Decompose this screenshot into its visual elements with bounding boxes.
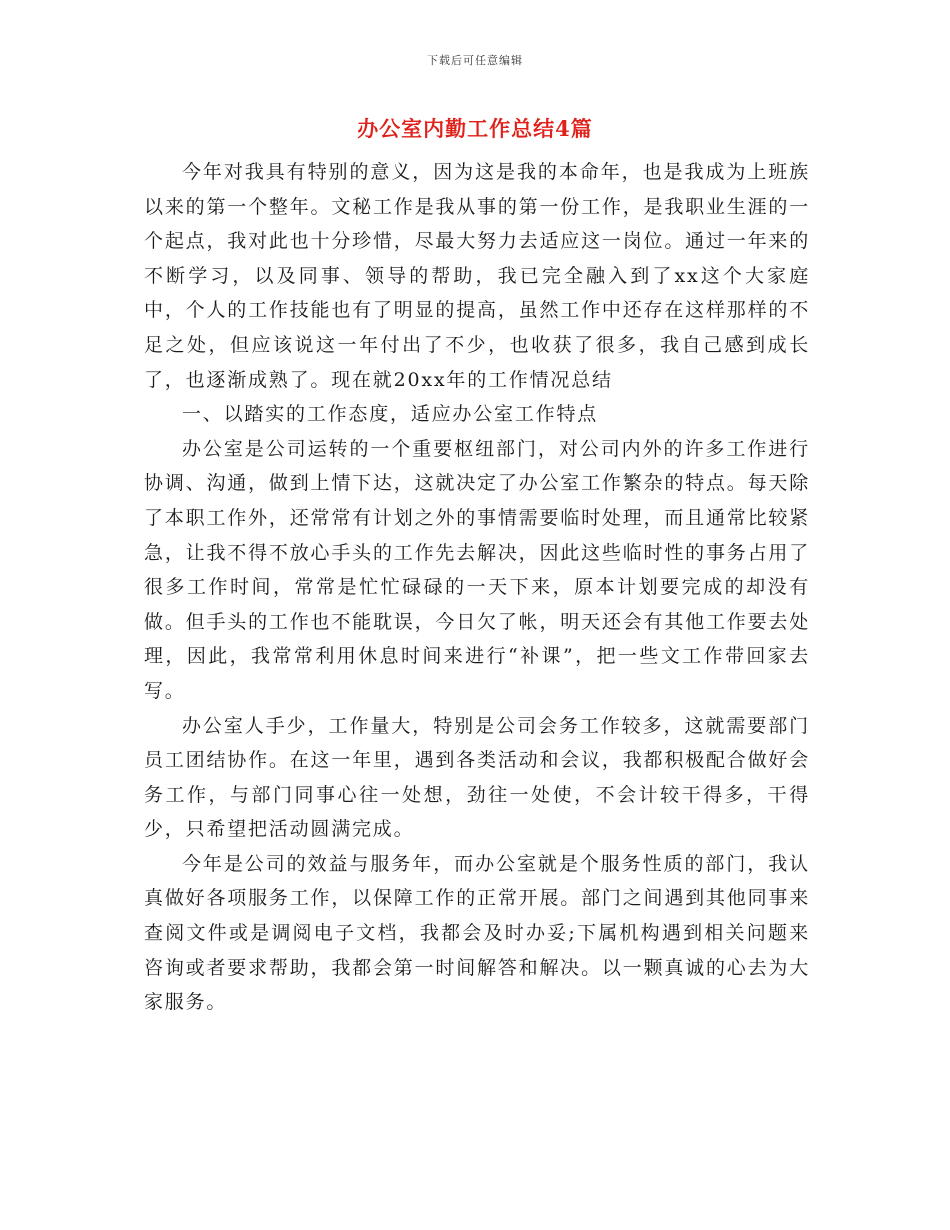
paragraph-service: 今年是公司的效益与服务年，而办公室就是个服务性质的部门，我认真做好各项服务工作，以保障工作的正常开展。部门之间遇到其他同事来查阅文件或是调阅电子文档，我都会及时办妥;下属机构遇到相关问题来咨询或者要求帮助，我都会第一时间解答和解决。以一颗真诚的心去为大家服务。 <box>144 852 810 1014</box>
section-heading-1: 一、以踏实的工作态度，适应办公室工作特点 <box>182 403 599 426</box>
paragraph-teamwork: 办公室人手少，工作量大，特别是公司会务工作较多，这就需要部门员工团结协作。在这一年里，遇到各类活动和会议，我都积极配合做好会务工作，与部门同事心往一处想，劲往一处使，不会计较干得多，干得少，只希望把活动圆满完成。 <box>144 714 810 841</box>
document-body <box>144 155 810 1020</box>
paragraph-intro: 今年对我具有特别的意义，因为这是我的本命年，也是我成为上班族以来的第一个整年。文秘工作是我从事的第一份工作，是我职业生涯的一个起点，我对此也十分珍惜，尽最大努力去适应这一岗位。通过一年来的不断学习，以及同事、领导的帮助，我已完全融入到了xx这个大家庭中，个人的工作技能也有了明显的提高，虽然工作中还存在这样那样的不足之处，但应该说这一年付出了不少，也收获了很多，我自己感到成长了，也逐渐成熟了。现在就20xx年的工作情况总结 <box>144 161 810 391</box>
header-note: 下载后可任意编辑 <box>427 54 523 67</box>
document-title: 办公室内勤工作总结4篇 <box>357 116 593 141</box>
paragraph-office-characteristics: 办公室是公司运转的一个重要枢纽部门，对公司内外的许多工作进行协调、沟通，做到上情下达，这就决定了办公室工作繁杂的特点。每天除了本职工作外，还常常有计划之外的事情需要临时处理，而且通常比较紧急，让我不得不放心手头的工作先去解决，因此这些临时性的事务占用了很多工作时间，常常是忙忙碌碌的一天下来，原本计划要完成的却没有做。但手头的工作也不能耽误，今日欠了帐，明天还会有其他工作要去处理，因此，我常常利用休息时间来进行“补课”，把一些文工作带回家去写。 <box>144 437 810 702</box>
